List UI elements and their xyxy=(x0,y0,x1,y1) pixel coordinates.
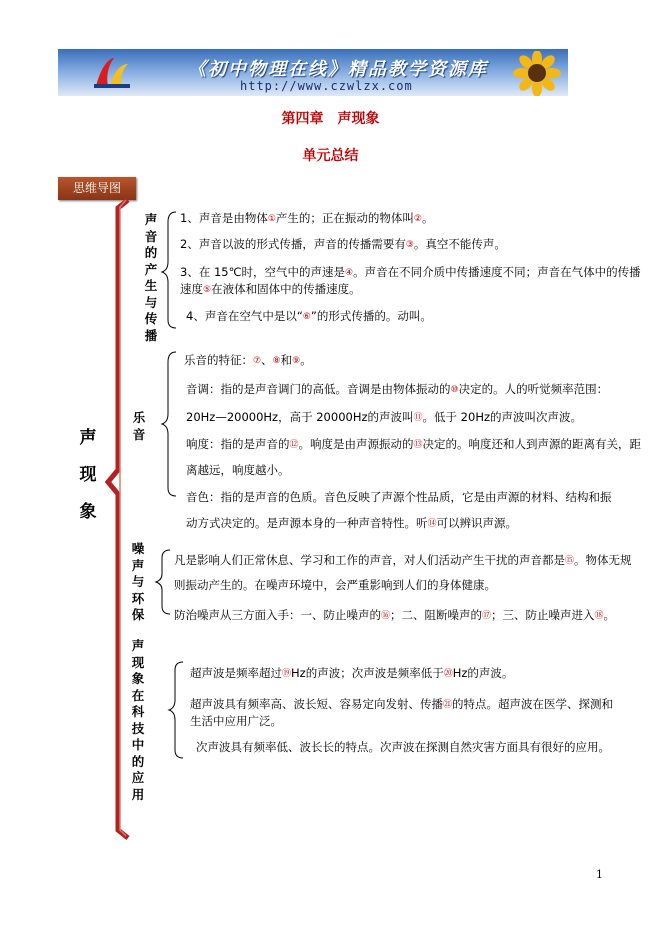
label-char: 生 xyxy=(144,278,158,293)
prop-line-3b xyxy=(180,281,361,298)
blank-11[interactable]: ⑪ xyxy=(413,413,423,423)
text: 超声波是频率超过 xyxy=(190,666,282,680)
text: 速度 xyxy=(180,282,203,296)
text: 。声音在不同介质中传播速度不同；声音在气体中的传播 xyxy=(353,265,641,279)
label-char: 保 xyxy=(131,607,145,622)
text: 。物体无规 xyxy=(574,553,632,567)
app-line-2 xyxy=(190,696,613,713)
text: 。 xyxy=(421,211,434,225)
label-char: 音 xyxy=(144,228,158,244)
label-char: 象 xyxy=(131,671,145,686)
blank-4[interactable]: ④ xyxy=(345,268,354,278)
banner-url[interactable]: http://www.czwlzx.com xyxy=(240,79,413,93)
text: 次声波具有频率低、波长长的特点。次声波在探测自然灾害方面具有很好的应用。 xyxy=(196,740,610,754)
label-char: 音 xyxy=(132,426,146,442)
label-char: 产 xyxy=(144,261,158,277)
banner-title: 《初中物理在线》精品教学资源库 xyxy=(188,59,488,80)
music-line-3 xyxy=(186,409,582,426)
blank-20[interactable]: ⑳ xyxy=(443,669,453,679)
text: ”的形式传播的。动叫。 xyxy=(310,309,432,323)
blank-13[interactable]: ⑬ xyxy=(413,440,423,450)
blank-10[interactable]: ⑩ xyxy=(450,385,459,395)
blank-3[interactable]: ③ xyxy=(405,240,414,250)
blank-5[interactable]: ⑤ xyxy=(203,285,212,295)
text: 。 xyxy=(300,353,312,367)
label-char: 环 xyxy=(131,590,145,606)
prop-line-1 xyxy=(180,210,433,227)
text: 音调：指的是声音调门的高低。音调是由物体振动的 xyxy=(186,382,451,396)
app-line-2b xyxy=(190,713,282,729)
app-line-1 xyxy=(190,665,513,682)
text: 乐音的特征： xyxy=(184,353,253,367)
label-char: 技 xyxy=(131,720,145,736)
text: 响度：指的是声音的 xyxy=(186,437,290,451)
blank-14[interactable]: ⑭ xyxy=(427,519,437,529)
label-char: 与 xyxy=(144,294,158,310)
label-char: 与 xyxy=(131,574,145,589)
label-char: 现 xyxy=(131,654,145,670)
music-line-7 xyxy=(186,515,517,532)
blank-18[interactable]: ⑱ xyxy=(594,611,604,621)
text: 和 xyxy=(280,353,293,367)
blank-1[interactable]: ① xyxy=(267,214,276,224)
label-char: 科 xyxy=(131,704,145,719)
mind-map-label: 思维导图 xyxy=(58,177,136,200)
text: 音色：指的是声音的色质。音色反映了声源个性品质，它是由声源的材料、结构和振 xyxy=(186,490,612,504)
blank-12[interactable]: ⑫ xyxy=(289,440,299,450)
label-char: 的 xyxy=(131,753,145,769)
text: 。低于 20Hz的声波叫次声波。 xyxy=(422,410,583,424)
blank-2[interactable]: ② xyxy=(413,214,422,224)
label-char: 的 xyxy=(144,245,158,260)
label-char: 传 xyxy=(144,311,158,326)
label-char: 乐 xyxy=(132,410,146,425)
text: Hz的声波。 xyxy=(452,666,514,680)
noise-line-2 xyxy=(174,577,496,593)
label-char: 噪 xyxy=(131,541,145,556)
music-line-6 xyxy=(186,489,612,505)
prop-line-4 xyxy=(186,308,432,325)
blank-16[interactable]: ⑯ xyxy=(381,611,391,621)
text: 产生的；正在振动的物体叫 xyxy=(275,211,414,225)
text: 离越远，响度越小。 xyxy=(186,463,290,477)
noise-line-1 xyxy=(174,552,632,569)
text: Hz的声波；次声波是频率低于 xyxy=(291,666,444,680)
blank-19[interactable]: ⑲ xyxy=(282,669,292,679)
music-line-1 xyxy=(184,352,312,369)
text: 的特点。超声波在医学、探测和 xyxy=(452,697,614,711)
text: 超声波具有频率高、波长短、容易定向发射、传播 xyxy=(190,697,443,711)
text: 则振动产生的。在噪声环境中，会严重影响到人们的身体健康。 xyxy=(174,578,496,592)
text: 2、声音以波的形式传播，声音的传播需要有 xyxy=(180,237,406,251)
text: 凡是影响人们正常休息、学习和工作的声音，对人们活动产生干扰的声音都是 xyxy=(174,553,565,567)
blank-17[interactable]: ⑰ xyxy=(482,611,492,621)
blank-9[interactable]: ⑨ xyxy=(292,356,301,366)
section-title: 单元总结 xyxy=(302,148,359,164)
prop-line-2 xyxy=(180,236,506,253)
text: 4、声音在空气中是以“ xyxy=(186,309,303,323)
text: 、 xyxy=(261,353,273,367)
label-char: 声 xyxy=(131,557,145,573)
chapter-title: 第四章 声现象 xyxy=(281,111,380,127)
text: 。 xyxy=(603,608,616,622)
label-char: 中 xyxy=(131,737,145,752)
main-topic-char: 现 xyxy=(79,465,97,485)
blank-21[interactable]: ㉑ xyxy=(443,700,453,710)
noise-line-3 xyxy=(174,607,615,624)
text: 可以辨识声源。 xyxy=(436,516,518,530)
label-char: 在 xyxy=(131,687,145,703)
main-topic-char: 象 xyxy=(79,502,97,522)
label-char: 用 xyxy=(131,786,145,802)
text: 在液体和固体中的传播速度。 xyxy=(211,282,361,296)
page-number: 1 xyxy=(596,868,603,881)
blank-6[interactable]: ⑥ xyxy=(302,312,311,322)
label-char: 声 xyxy=(144,212,158,227)
music-line-2 xyxy=(186,381,608,398)
text: 防治噪声从三方面入手：一、防止噪声的 xyxy=(174,608,381,622)
music-line-5 xyxy=(186,462,290,478)
text: 3、在 15℃时，空气中的声速是 xyxy=(180,265,346,279)
text: ；二、阻断噪声的 xyxy=(390,608,483,622)
text: 动方式决定的。是声源本身的一种声音特性。听 xyxy=(186,516,428,530)
blank-8[interactable]: ⑧ xyxy=(272,356,281,366)
blank-7[interactable]: ⑦ xyxy=(253,356,262,366)
text: 。响度是由声源振动的 xyxy=(298,437,414,451)
text: 决定的。人的听觉频率范围： xyxy=(458,382,609,396)
music-line-4 xyxy=(186,436,641,453)
main-topic-char: 声 xyxy=(79,428,97,448)
text: 。真空不能传声。 xyxy=(413,237,506,251)
prop-line-3 xyxy=(180,264,641,281)
text: 20Hz—20000Hz，高于 20000Hz的声波叫 xyxy=(186,410,414,424)
label-char: 播 xyxy=(144,327,158,343)
label-char: 应 xyxy=(131,770,145,785)
text: 1、声音是由物体 xyxy=(180,211,268,225)
label-char: 声 xyxy=(131,638,145,653)
text: ；三、防止噪声进入 xyxy=(491,608,595,622)
app-line-3 xyxy=(196,739,610,755)
blank-15[interactable]: ⑮ xyxy=(565,556,575,566)
text: 决定的。响度还和人到声源的距离有关，距 xyxy=(422,437,642,451)
text: 生活中应用广泛。 xyxy=(190,714,282,728)
